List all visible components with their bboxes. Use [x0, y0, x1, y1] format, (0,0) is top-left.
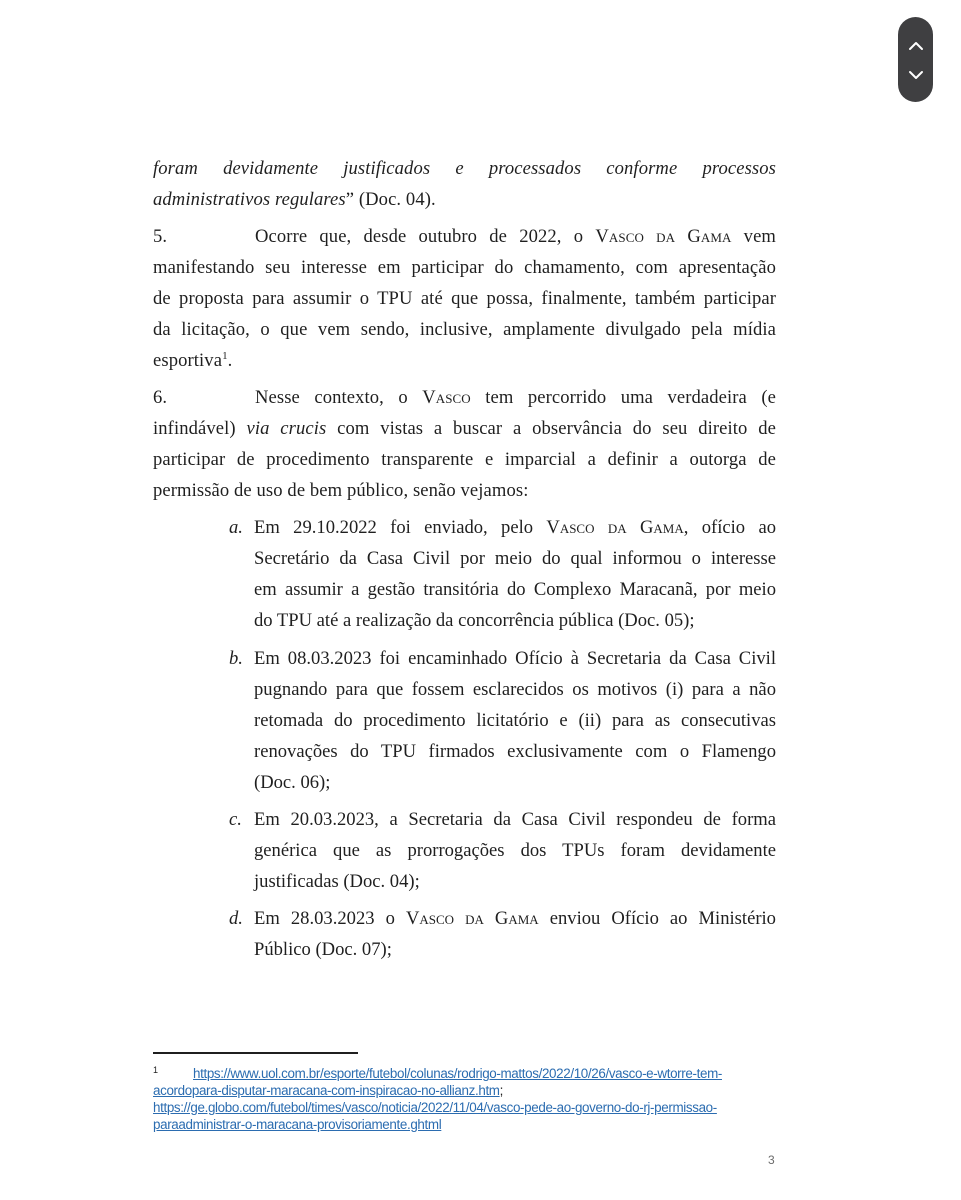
footnote-link-globo-continued[interactable]: paraadministrar-o-maracana-provisoriamente.ghtml: [153, 1117, 442, 1132]
footnote-reference[interactable]: 1: [222, 350, 228, 362]
footnote-marker: 1: [153, 1065, 158, 1075]
club-name: Vasco da Gama: [546, 517, 684, 538]
paragraph-5-line-1: [153, 221, 776, 252]
list-item-text: [254, 804, 776, 897]
footnote-separator: [153, 1052, 358, 1054]
continuation-line-2: [153, 184, 776, 215]
line: (Doc. 06);: [254, 772, 331, 793]
word: e: [455, 158, 464, 179]
list-item-text: [254, 643, 776, 798]
text: vem: [731, 226, 776, 247]
paragraph-6-line-3: participar de procedimento transparente e imparcial a definir a outorga de: [153, 449, 776, 470]
text: com vistas a buscar a observância do seu direito de: [326, 418, 776, 439]
paragraph-5-line-3: de proposta para assumir o TPU até que possa, finalmente, também participar: [153, 288, 776, 309]
line: justificadas (Doc. 04);: [254, 871, 420, 892]
page-number: 3: [768, 1153, 775, 1167]
text: Ocorre que, desde outubro de 2022, o: [255, 226, 596, 247]
line: genérica que as prorrogações dos TPUs foram devidamente: [254, 840, 776, 861]
footnote-link-uol-continued[interactable]: acordopara-disputar-maracana-com-inspiracao-no-allianz.htm: [153, 1083, 500, 1098]
footnote-link-globo[interactable]: https://ge.globo.com/futebol/times/vasco/noticia/2022/11/04/vasco-pede-ao-governo-do-rj-permissao-: [153, 1100, 717, 1115]
line: do TPU até a realização da concorrência pública (Doc. 05);: [254, 610, 695, 631]
club-name: Vasco da Gama: [595, 226, 732, 247]
list-marker: b.: [229, 648, 243, 669]
line: [254, 903, 776, 934]
text: .: [227, 350, 233, 371]
latin-phrase: via crucis: [246, 418, 327, 439]
word: foram: [153, 158, 198, 179]
text: Nesse contexto, o: [255, 387, 423, 408]
list-marker: c.: [229, 809, 242, 830]
footnote-line: [153, 1062, 778, 1082]
paragraph-6-line-2: [153, 413, 776, 444]
footnotes: [153, 1062, 778, 1133]
text: Em 29.10.2022 foi enviado, pelo: [254, 517, 547, 538]
line: retomada do procedimento licitatório e (ii) para as consecutivas: [254, 710, 776, 731]
club-name: Vasco: [422, 387, 471, 408]
footnote-line: [153, 1116, 778, 1133]
footnote-link-uol[interactable]: https://www.uol.com.br/esporte/futebol/colunas/rodrigo-mattos/2022/10/26/vasco-e-wtorre-tem-: [193, 1066, 722, 1081]
word: conforme: [606, 158, 678, 179]
list-marker: d.: [229, 908, 243, 929]
page-navigation: [898, 17, 933, 102]
previous-page-button[interactable]: [898, 31, 933, 61]
continuation-paragraph: [153, 153, 776, 215]
line: Em 20.03.2023, a Secretaria da Casa Civil respondeu de forma: [254, 809, 776, 830]
text: Em 28.03.2023 o: [254, 908, 406, 929]
text: enviou Ofício ao Ministério: [538, 908, 776, 929]
club-name: Vasco da Gama: [405, 908, 539, 929]
line: em assumir a gestão transitória do Complexo Maracanã, por meio: [254, 579, 776, 600]
paragraph-5-line-5: [153, 345, 776, 376]
next-page-button[interactable]: [898, 60, 933, 90]
list-item-text: [254, 512, 776, 636]
line: pugnando para que fossem esclarecidos os motivos (i) para a não: [254, 679, 776, 700]
paragraph-number: 5.: [153, 226, 168, 247]
line: renovações do TPU firmados exclusivamente com o Flamengo: [254, 741, 776, 762]
paragraph-5: [153, 221, 776, 376]
paragraph-6: [153, 382, 776, 506]
word: processos: [702, 158, 776, 179]
paragraph-5-line-4: da licitação, o que vem sendo, inclusive, amplamente divulgado pela mídia: [153, 319, 776, 340]
separator: ;: [499, 1083, 503, 1098]
line: Público (Doc. 07);: [254, 939, 392, 960]
word: devidamente: [223, 158, 319, 179]
paragraph-6-line-4: permissão de uso de bem público, senão vejamos:: [153, 480, 529, 501]
list-item-text: [254, 903, 776, 965]
doc-reference: ” (Doc. 04).: [345, 189, 436, 210]
paragraph-number: 6.: [153, 387, 168, 408]
text: esportiva: [153, 350, 223, 371]
chevron-up-icon: [908, 41, 924, 51]
chevron-down-icon: [908, 70, 924, 80]
text: tem percorrido uma verdadeira (e: [470, 387, 776, 408]
line: Em 08.03.2023 foi encaminhado Ofício à Secretaria da Casa Civil: [254, 648, 776, 669]
line: [254, 512, 776, 543]
paragraph-6-line-1: [153, 382, 776, 413]
word: justificados: [343, 158, 431, 179]
quote-italic: administrativos regulares: [153, 189, 346, 210]
word: processados: [488, 158, 582, 179]
footnote-line: [153, 1082, 778, 1099]
footnote-line: [153, 1099, 778, 1116]
text: , ofício ao: [683, 517, 776, 538]
line: Secretário da Casa Civil por meio do qual informou o interesse: [254, 548, 776, 569]
text: infindável): [153, 418, 247, 439]
continuation-line-1: [153, 153, 776, 184]
paragraph-5-line-2: manifestando seu interesse em participar do chamamento, com apresentação: [153, 257, 776, 278]
list-marker: a.: [229, 517, 243, 538]
